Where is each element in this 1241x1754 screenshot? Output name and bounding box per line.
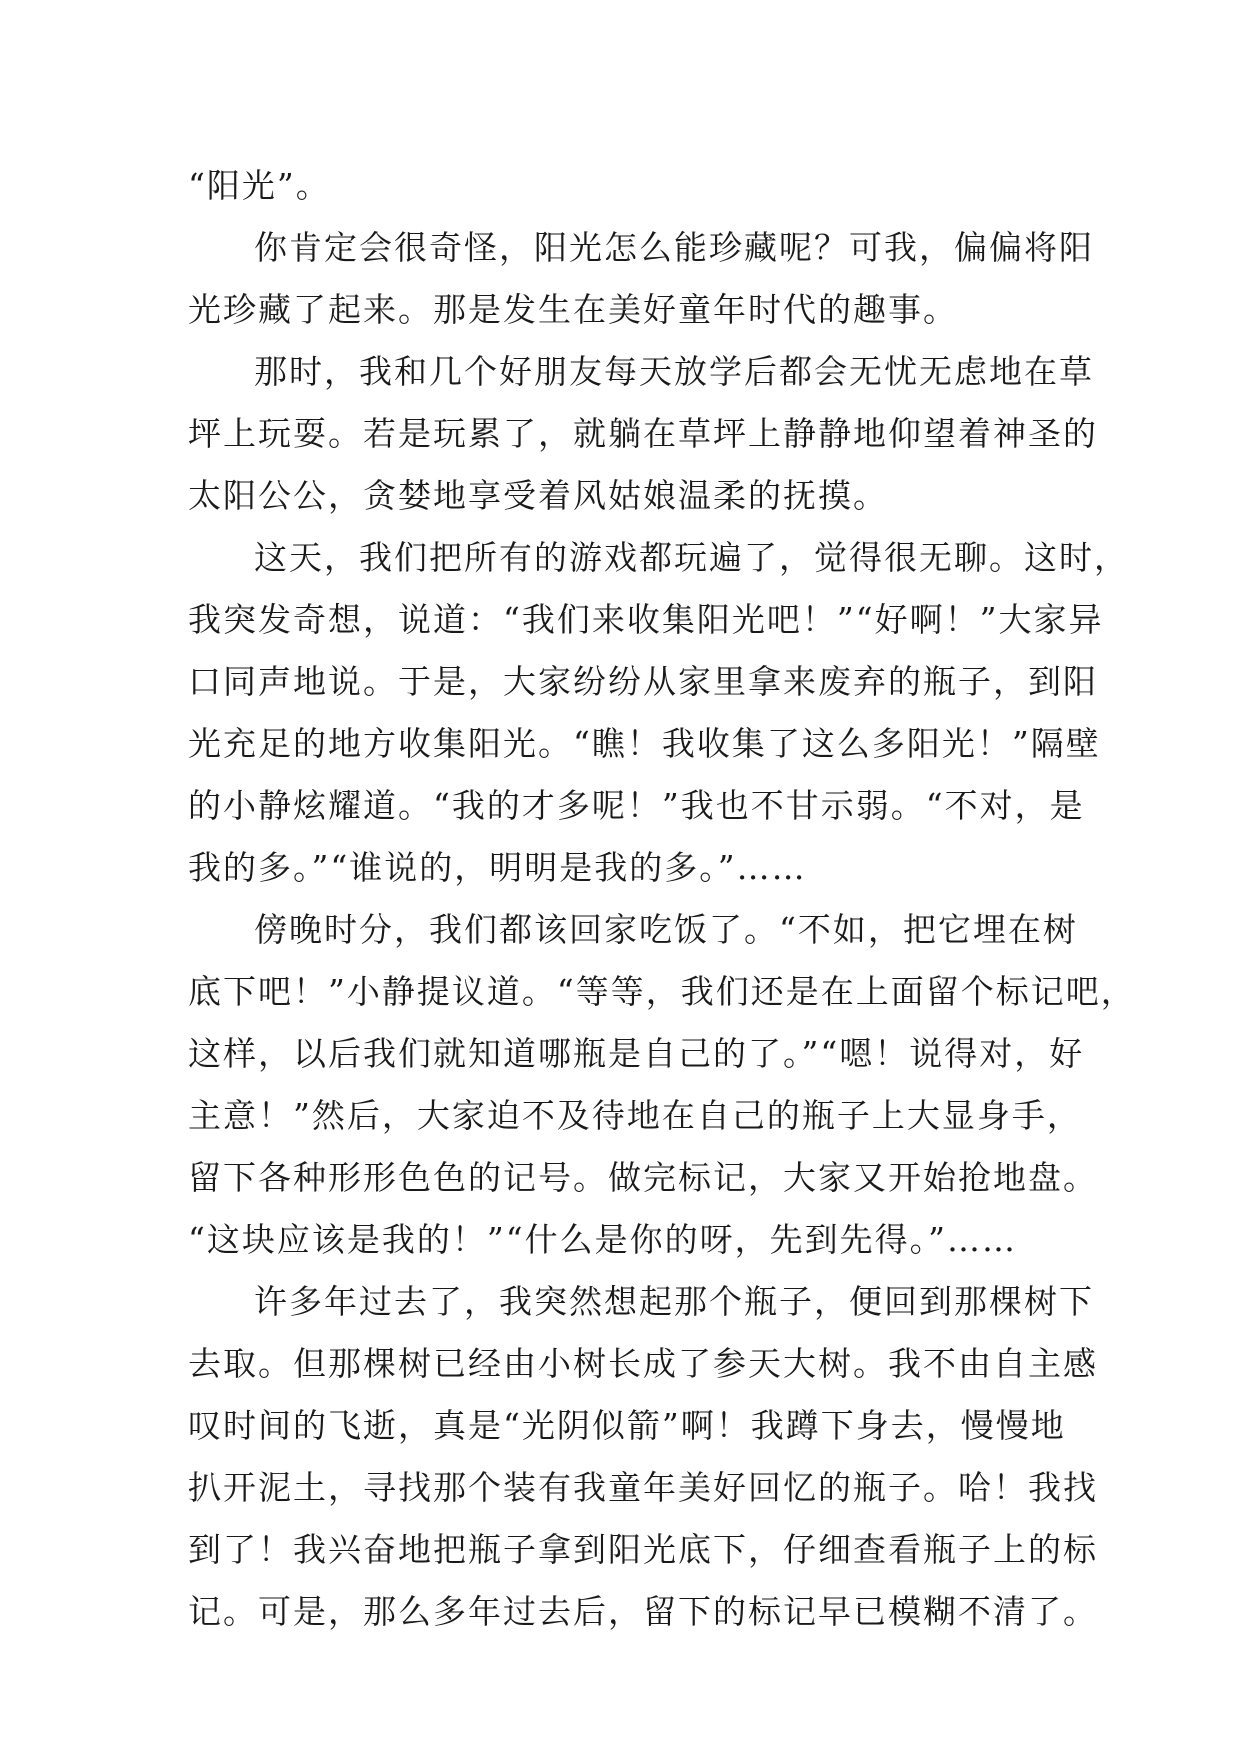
text-line: 光充足的地方收集阳光。“瞧！我收集了这么多阳光！”隔壁 xyxy=(188,724,1101,763)
text-line: 口同声地说。于是，大家纷纷从家里拿来废弃的瓶子，到阳 xyxy=(188,662,1098,701)
text-line: 到了！我兴奋地把瓶子拿到阳光底下，仔细查看瓶子上的标 xyxy=(188,1530,1098,1569)
paragraph-first-line: 这天，我们把所有的游戏都玩遍了，觉得很无聊。这时， xyxy=(254,538,1129,577)
paragraph-first-line: 许多年过去了，我突然想起那个瓶子，便回到那棵树下 xyxy=(254,1282,1094,1321)
paragraph-first-line: 那时，我和几个好朋友每天放学后都会无忧无虑地在草 xyxy=(254,352,1094,391)
text-line: 叹时间的飞逝，真是“光阴似箭”啊！我蹲下身去，慢慢地 xyxy=(188,1406,1066,1445)
text-line: “这块应该是我的！”“什么是你的呀，先到先得。”…… xyxy=(188,1220,1017,1259)
text-line: 的小静炫耀道。“我的才多呢！”我也不甘示弱。“不对，是 xyxy=(188,786,1085,825)
text-line: 坪上玩耍。若是玩累了，就躺在草坪上静静地仰望着神圣的 xyxy=(188,414,1098,453)
text-line: 主意！”然后，大家迫不及待地在自己的瓶子上大显身手， xyxy=(188,1096,1082,1135)
text-line: 留下各种形形色色的记号。做完标记，大家又开始抢地盘。 xyxy=(188,1158,1098,1197)
text-line: 去取。但那棵树已经由小树长成了参天大树。我不由自主感 xyxy=(188,1344,1098,1383)
paragraph-first-line: 你肯定会很奇怪，阳光怎么能珍藏呢？可我，偏偏将阳 xyxy=(254,228,1094,267)
text-line: “阳光”。 xyxy=(188,166,331,205)
article-body xyxy=(188,155,1136,1643)
text-line: 我突发奇想，说道：“我们来收集阳光吧！”“好啊！”大家异 xyxy=(188,600,1104,639)
paragraph-first-line: 傍晚时分，我们都该回家吃饭了。“不如，把它埋在树 xyxy=(254,910,1078,949)
text-line: 底下吧！”小静提议道。“等等，我们还是在上面留个标记吧， xyxy=(188,972,1136,1011)
text-line: 扒开泥土，寻找那个装有我童年美好回忆的瓶子。哈！我找 xyxy=(188,1468,1098,1507)
text-line: 我的多。”“谁说的，明明是我的多。”…… xyxy=(188,848,807,887)
text-line: 光珍藏了起来。那是发生在美好童年时代的趣事。 xyxy=(188,290,958,329)
text-line: 这样，以后我们就知道哪瓶是自己的了。”“嗯！说得对，好 xyxy=(188,1034,1085,1073)
text-line: 太阳公公，贪婪地享受着风姑娘温柔的抚摸。 xyxy=(188,476,888,515)
text-line: 记。可是，那么多年过去后，留下的标记早已模糊不清了。 xyxy=(188,1592,1098,1631)
